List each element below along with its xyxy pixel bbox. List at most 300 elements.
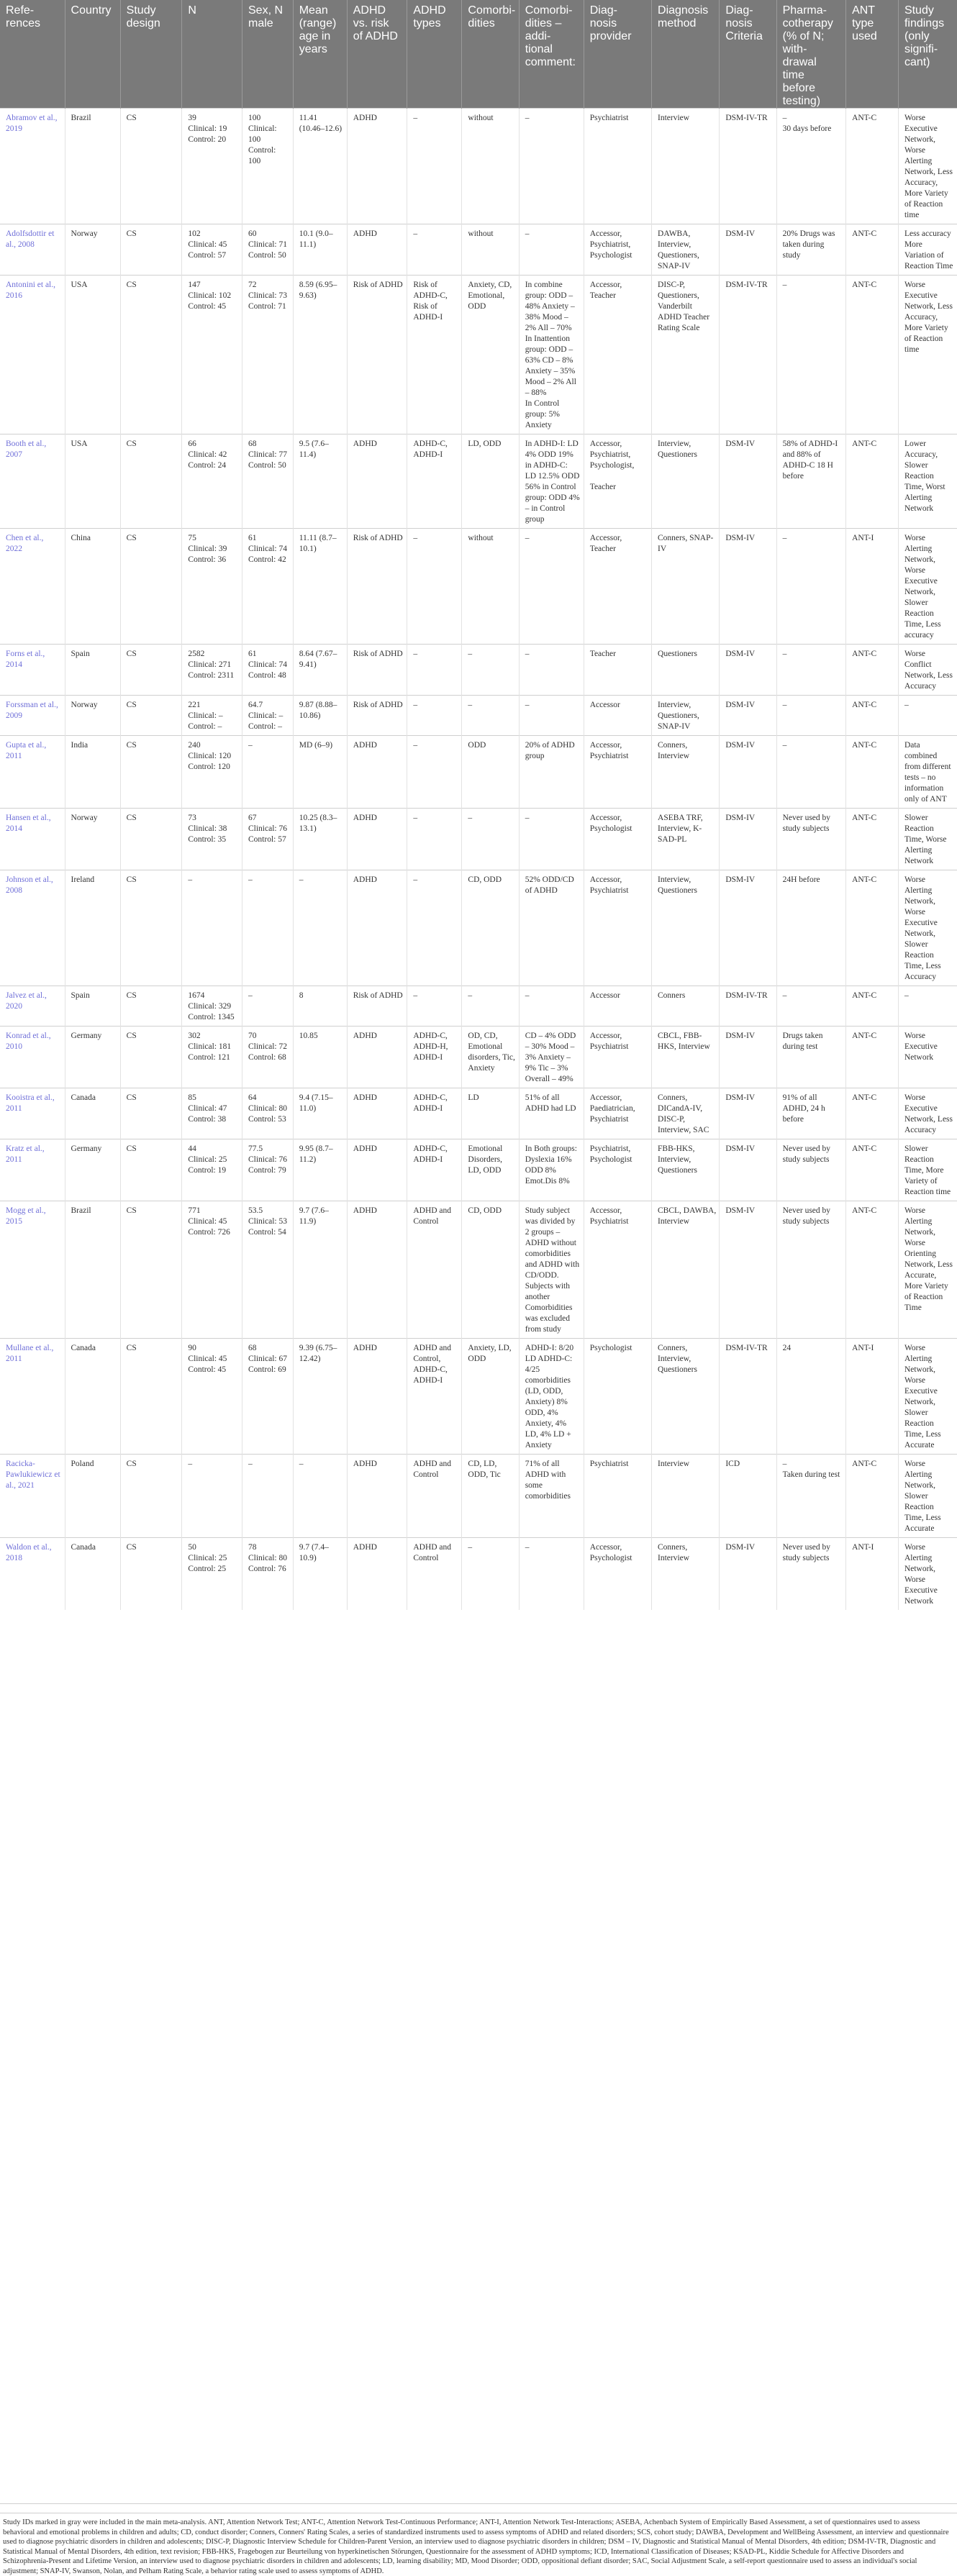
table-cell-adhd-vs-risk: ADHD	[347, 1201, 407, 1339]
table-cell-comorb: –	[462, 645, 519, 696]
table-cell-comorb: OD, CD, Emotional disorders, Tic, Anxiety	[462, 1027, 519, 1088]
table-cell-adhd-vs-risk: Risk of ADHD	[347, 696, 407, 736]
table-cell-method: Conners, Interview, Questioners	[652, 1339, 720, 1455]
table-cell-types: –	[407, 696, 462, 736]
table-cell-ant: ANT-C	[846, 109, 899, 224]
table-cell-ant: ANT-C	[846, 736, 899, 809]
table-cell-n: 50 Clinical: 25 Control: 25	[182, 1538, 242, 1611]
table-cell-findings: Worse Alerting Network, Worse Executive Network	[898, 1538, 957, 1611]
table-cell-ref[interactable]: Gupta et al., 2011	[0, 736, 65, 809]
table-cell-types: ADHD and Control	[407, 1201, 462, 1339]
table-cell-criteria: DSM-IV	[720, 736, 776, 809]
table-cell-ant: ANT-C	[846, 809, 899, 870]
table-cell-comorb: CD, ODD	[462, 1201, 519, 1339]
table-cell-pharma: 58% of ADHD-I and 88% of ADHD-C 18 H before	[776, 434, 845, 529]
table-cell-sex: 61 Clinical: 74 Control: 48	[242, 645, 294, 696]
column-header: Diag- nosis provider	[584, 0, 651, 109]
table-cell-design: CS	[120, 1088, 182, 1139]
table-cell-sex: 68 Clinical: 67 Control: 69	[242, 1339, 294, 1455]
table-cell-pharma: Drugs taken during test	[776, 1027, 845, 1088]
table-cell-ref[interactable]: Mullane et al., 2011	[0, 1339, 65, 1455]
table-cell-findings: Worse Alerting Network, Slower Reaction Time, Less Accurate	[898, 1455, 957, 1538]
table-cell-types: –	[407, 986, 462, 1027]
table-cell-country: Brazil	[65, 1201, 120, 1339]
table-cell-age: 10.85	[293, 1027, 347, 1088]
table-cell-adhd-vs-risk: ADHD	[347, 1088, 407, 1139]
table-row	[0, 645, 957, 696]
table-cell-comorb: Emotional Disorders, LD, ODD	[462, 1139, 519, 1201]
column-header: ANT type used	[846, 0, 899, 109]
table-cell-comment: In ADHD-I: LD 4% ODD 19% in ADHD-C: LD 12.5% ODD 56% in Control group: ODD 4% – in Control group	[519, 434, 584, 529]
table-cell-criteria: DSM-IV	[720, 224, 776, 276]
column-header: Refe- rences	[0, 0, 65, 109]
table-cell-comment: –	[519, 109, 584, 224]
table-cell-sex: 68 Clinical: 77 Control: 50	[242, 434, 294, 529]
table-cell-comment: In Both groups: Dyslexia 16% ODD 8% Emot.Dis 8%	[519, 1139, 584, 1201]
table-cell-provider: Accessor	[584, 986, 651, 1027]
table-cell-comment: –	[519, 224, 584, 276]
column-header: Diag- nosis Criteria	[720, 0, 776, 109]
table-cell-adhd-vs-risk: ADHD	[347, 809, 407, 870]
table-cell-ref[interactable]: Racicka-Pawlukiewicz et al., 2021	[0, 1455, 65, 1538]
table-cell-provider: Psychiatrist	[584, 109, 651, 224]
table-cell-findings: Worse Conflict Network, Less Accuracy	[898, 645, 957, 696]
table-cell-method: ASEBA TRF, Interview, K-SAD-PL	[652, 809, 720, 870]
table-cell-design: CS	[120, 1201, 182, 1339]
table-cell-findings: Worse Alerting Network, Worse Executive Network, Slower Reaction Time, Less Accurate	[898, 1339, 957, 1455]
table-cell-provider: Accessor, Psychiatrist	[584, 1027, 651, 1088]
table-cell-design: CS	[120, 109, 182, 224]
column-header: ADHD vs. risk of ADHD	[347, 0, 407, 109]
table-cell-criteria: DSM-IV	[720, 870, 776, 986]
table-cell-age: 10.25 (8.3–13.1)	[293, 809, 347, 870]
table-cell-country: Spain	[65, 645, 120, 696]
table-cell-age: 9.7 (7.4–10.9)	[293, 1538, 347, 1611]
table-cell-adhd-vs-risk: ADHD	[347, 1339, 407, 1455]
table-cell-sex: 64 Clinical: 80 Control: 53	[242, 1088, 294, 1139]
table-cell-country: Poland	[65, 1455, 120, 1538]
table-cell-country: Norway	[65, 809, 120, 870]
table-cell-criteria: DSM-IV	[720, 645, 776, 696]
table-cell-provider: Psychiatrist, Psychologist	[584, 1139, 651, 1201]
table-cell-sex: –	[242, 986, 294, 1027]
table-cell-ant: ANT-C	[846, 986, 899, 1027]
table-cell-comorb: CD, ODD	[462, 870, 519, 986]
table-cell-design: CS	[120, 276, 182, 434]
table-cell-adhd-vs-risk: Risk of ADHD	[347, 276, 407, 434]
table-cell-pharma: – Taken during test	[776, 1455, 845, 1538]
table-cell-types: ADHD-C, ADHD-I	[407, 434, 462, 529]
table-cell-n: 2582 Clinical: 271 Control: 2311	[182, 645, 242, 696]
table-cell-ant: ANT-C	[846, 696, 899, 736]
table-cell-provider: Accessor, Teacher	[584, 529, 651, 645]
table-cell-ant: ANT-C	[846, 434, 899, 529]
table-cell-age: 9.5 (7.6–11.4)	[293, 434, 347, 529]
table-cell-provider: Psychiatrist	[584, 1455, 651, 1538]
table-row	[0, 224, 957, 276]
table-cell-types: –	[407, 645, 462, 696]
table-cell-design: CS	[120, 434, 182, 529]
table-cell-pharma: Never used by study subjects	[776, 809, 845, 870]
table-cell-design: CS	[120, 696, 182, 736]
table-cell-pharma: 20% Drugs was taken during study	[776, 224, 845, 276]
table-cell-ref[interactable]: Mogg et al., 2015	[0, 1201, 65, 1339]
table-cell-method: DAWBA, Interview, Questioners, SNAP-IV	[652, 224, 720, 276]
table-cell-provider: Accessor, Psychiatrist	[584, 736, 651, 809]
table-cell-n: 221 Clinical: – Control: –	[182, 696, 242, 736]
table-cell-age: 11.41 (10.46–12.6)	[293, 109, 347, 224]
table-cell-findings: Worse Alerting Network, Worse Orienting Network, Less Accurate, More Variety of Reaction Time	[898, 1201, 957, 1339]
table-cell-adhd-vs-risk: ADHD	[347, 434, 407, 529]
table-cell-comorb: –	[462, 1538, 519, 1611]
table-cell-ref[interactable]: Abramov et al., 2019	[0, 109, 65, 224]
table-cell-age: –	[293, 1455, 347, 1538]
table-cell-ant: ANT-I	[846, 1339, 899, 1455]
table-cell-comorb: ODD	[462, 736, 519, 809]
table-cell-sex: 67 Clinical: 76 Control: 57	[242, 809, 294, 870]
table-cell-comorb: Anxiety, CD, Emotional, ODD	[462, 276, 519, 434]
table-body	[0, 109, 957, 1611]
table-cell-ant: ANT-I	[846, 1538, 899, 1611]
table-cell-pharma: –	[776, 529, 845, 645]
table-cell-design: CS	[120, 224, 182, 276]
table-cell-ant: ANT-C	[846, 870, 899, 986]
table-cell-age: 9.39 (6.75–12.42)	[293, 1339, 347, 1455]
table-cell-country: Norway	[65, 696, 120, 736]
table-cell-method: Interview, Questioners, SNAP-IV	[652, 696, 720, 736]
table-cell-provider: Accessor	[584, 696, 651, 736]
table-cell-ant: ANT-C	[846, 1455, 899, 1538]
table-cell-method: Interview, Questioners	[652, 434, 720, 529]
table-cell-method: Questioners	[652, 645, 720, 696]
table-cell-ref[interactable]: Kratz et al., 2011	[0, 1139, 65, 1201]
table-cell-findings: –	[898, 696, 957, 736]
table-row	[0, 529, 957, 645]
table-cell-method: DISC-P, Questioners, Vanderbilt ADHD Teacher Rating Scale	[652, 276, 720, 434]
table-cell-adhd-vs-risk: Risk of ADHD	[347, 529, 407, 645]
column-header: Study design	[120, 0, 182, 109]
table-cell-adhd-vs-risk: Risk of ADHD	[347, 986, 407, 1027]
table-cell-criteria: DSM-IV	[720, 1027, 776, 1088]
table-cell-country: China	[65, 529, 120, 645]
table-cell-method: Conners, DICandA-IV, DISC-P, Interview, SAC	[652, 1088, 720, 1139]
table-cell-method: Conners	[652, 986, 720, 1027]
table-cell-age: MD (6–9)	[293, 736, 347, 809]
table-cell-adhd-vs-risk: ADHD	[347, 1455, 407, 1538]
table-cell-age: 10.1 (9.0–11.1)	[293, 224, 347, 276]
table-cell-criteria: DSM-IV	[720, 1139, 776, 1201]
table-cell-ref[interactable]: Forssman et al., 2009	[0, 696, 65, 736]
table-cell-provider: Accessor, Psychologist	[584, 809, 651, 870]
table-cell-findings: Worse Executive Network, Less Accuracy, More Variety of Reaction time	[898, 276, 957, 434]
table-cell-types: ADHD-C, ADHD-H, ADHD-I	[407, 1027, 462, 1088]
table-cell-criteria: DSM-IV	[720, 1538, 776, 1611]
table-cell-method: Interview	[652, 1455, 720, 1538]
table-header-row	[0, 0, 957, 109]
table-cell-comment: –	[519, 645, 584, 696]
table-cell-pharma: –	[776, 736, 845, 809]
footnote-divider	[0, 2504, 957, 2513]
table-cell-comment: 52% ODD/CD of ADHD	[519, 870, 584, 986]
column-header: Comorbi- dities	[462, 0, 519, 109]
table-cell-types: ADHD-C, ADHD-I	[407, 1088, 462, 1139]
table-footnote-section	[0, 2503, 957, 2576]
table-cell-pharma: –	[776, 645, 845, 696]
table-cell-ref[interactable]: Waldon et al., 2018	[0, 1538, 65, 1611]
table-cell-pharma: 24H before	[776, 870, 845, 986]
table-cell-design: CS	[120, 870, 182, 986]
table-cell-country: Spain	[65, 986, 120, 1027]
table-cell-design: CS	[120, 529, 182, 645]
table-cell-provider: Accessor, Psychiatrist	[584, 1201, 651, 1339]
table-cell-criteria: DSM-IV-TR	[720, 276, 776, 434]
table-cell-adhd-vs-risk: Risk of ADHD	[347, 645, 407, 696]
table-row	[0, 736, 957, 809]
table-cell-ref[interactable]: Hansen et al., 2014	[0, 809, 65, 870]
table-cell-country: Norway	[65, 224, 120, 276]
table-cell-age: 8.59 (6.95–9.63)	[293, 276, 347, 434]
table-cell-adhd-vs-risk: ADHD	[347, 870, 407, 986]
table-cell-findings: Worse Executive Network	[898, 1027, 957, 1088]
table-cell-age: 8	[293, 986, 347, 1027]
table-cell-criteria: DSM-IV-TR	[720, 1339, 776, 1455]
table-cell-method: CBCL, FBB-HKS, Interview	[652, 1027, 720, 1088]
table-row	[0, 1455, 957, 1538]
table-cell-sex: 77.5 Clinical: 76 Control: 79	[242, 1139, 294, 1201]
table-cell-age: 9.7 (7.6–11.9)	[293, 1201, 347, 1339]
table-cell-method: FBB-HKS, Interview, Questioners	[652, 1139, 720, 1201]
table-row	[0, 986, 957, 1027]
column-header: Diagnosis method	[652, 0, 720, 109]
table-cell-pharma: Never used by study subjects	[776, 1538, 845, 1611]
table-cell-country: India	[65, 736, 120, 809]
table-row	[0, 809, 957, 870]
column-header: Comorbi- dities – addi- tional comment:	[519, 0, 584, 109]
table-cell-method: CBCL, DAWBA, Interview	[652, 1201, 720, 1339]
table-cell-comorb: LD, ODD	[462, 434, 519, 529]
table-row	[0, 434, 957, 529]
table-row	[0, 1027, 957, 1088]
table-cell-n: 302 Clinical: 181 Control: 121	[182, 1027, 242, 1088]
table-row	[0, 1339, 957, 1455]
table-cell-comment: 71% of all ADHD with some comorbidities	[519, 1455, 584, 1538]
table-cell-findings: –	[898, 986, 957, 1027]
table-cell-ref[interactable]: Booth et al., 2007	[0, 434, 65, 529]
table-cell-findings: Data combined from different tests – no information only of ANT	[898, 736, 957, 809]
table-cell-age: –	[293, 870, 347, 986]
table-cell-adhd-vs-risk: ADHD	[347, 1027, 407, 1088]
table-cell-age: 8.64 (7.67–9.41)	[293, 645, 347, 696]
table-row	[0, 276, 957, 434]
table-cell-comment: –	[519, 986, 584, 1027]
table-cell-criteria: DSM-IV	[720, 1201, 776, 1339]
table-cell-ref[interactable]: Kooistra et al., 2011	[0, 1088, 65, 1139]
table-cell-n: 39 Clinical: 19 Control: 20	[182, 109, 242, 224]
table-cell-method: Conners, SNAP-IV	[652, 529, 720, 645]
table-cell-design: CS	[120, 986, 182, 1027]
table-cell-ref[interactable]: Konrad et al., 2010	[0, 1027, 65, 1088]
table-cell-n: 102 Clinical: 45 Control: 57	[182, 224, 242, 276]
table-cell-sex: –	[242, 736, 294, 809]
table-cell-design: CS	[120, 1339, 182, 1455]
table-cell-comment: –	[519, 696, 584, 736]
table-cell-sex: 64.7 Clinical: – Control: –	[242, 696, 294, 736]
table-cell-method: Interview	[652, 109, 720, 224]
column-header: Pharma- cotherapy (% of N; with- drawal time before testing)	[776, 0, 845, 109]
table-footnote: Study IDs marked in gray were included in the main meta-analysis. ANT, Attention Network Test; ANT-C, Attention Network Test-Continuous Performance; ANT-I, Attention Network Test-Interactions; ASEBA, Achenbach System of Empirically Based Assessment, a set of questionnaires used to assess behavioral and emotional problems in children and adults; CD, conduct disorder; Conners, Conners' Rating Scales, a series of standardized instruments used to assess symptoms of ADHD and related disorders; SCS, cohort study; DAWBA, Development and WellBeing Assessment, an interview and questionnaire used to diagnose psychiatric disorders in children and adolescents; DISC-P, Diagnostic Interview Schedule for Children-Parent Version, an interview used to diagnose psychiatric disorders in children; DSM – IV, Diagnostic and Statistical Manual of Mental Disorders, 4th edition; DSM-IV-TR, Diagnostic and Statistical Manual of Mental Disorders, 4th edition, text revision; FBB-HKS, Fragebogen zur Beurteilung von hyperkinetischen Störungen, Questionnaire for the assessment of ADHD symptoms; ICD, International Classification of Diseases; KSAD-PL, Kiddie Schedule for Affective Disorders and Schizophrenia-Present and Lifetime Version, an interview used to diagnose psychiatric disorders in children and adolescents; LD, learning disability; MD, Mood Disorder; ODD, oppositional defiant disorder; SAC, Social Adjustment Scale, a self-report questionnaire used to assess an individual's social adjustment; SNAP-IV, Swanson, Nolan, and Pelham Rating Scale, a behavior rating scale used to assess symptoms of ADHD.	[3, 2518, 949, 2575]
table-cell-ant: ANT-C	[846, 1201, 899, 1339]
table-cell-sex: –	[242, 1455, 294, 1538]
table-cell-ant: ANT-C	[846, 1088, 899, 1139]
table-cell-comment: ADHD-I: 8/20 LD ADHD-C: 4/25 comorbidities (LD, ODD, Anxiety) 8% ODD, 4% Anxiety, 4% LD, 4% LD + Anxiety	[519, 1339, 584, 1455]
table-cell-ref[interactable]: Jalvez et al., 2020	[0, 986, 65, 1027]
table-cell-n: 75 Clinical: 39 Control: 36	[182, 529, 242, 645]
table-cell-sex: 100 Clinical: 100 Control: 100	[242, 109, 294, 224]
table-cell-ant: ANT-C	[846, 1139, 899, 1201]
table-cell-age: 9.87 (8.88–10.86)	[293, 696, 347, 736]
table-cell-adhd-vs-risk: ADHD	[347, 224, 407, 276]
table-cell-age: 9.4 (7.15–11.0)	[293, 1088, 347, 1139]
table-cell-findings: Less accuracy More Variation of Reaction Time	[898, 224, 957, 276]
column-header: ADHD types	[407, 0, 462, 109]
table-cell-sex: 70 Clinical: 72 Control: 68	[242, 1027, 294, 1088]
table-cell-findings: Slower Reaction Time, Worse Alerting Network	[898, 809, 957, 870]
table-cell-ant: ANT-I	[846, 529, 899, 645]
table-cell-country: Canada	[65, 1538, 120, 1611]
table-cell-country: Germany	[65, 1139, 120, 1201]
table-cell-n: 44 Clinical: 25 Control: 19	[182, 1139, 242, 1201]
table-cell-ref[interactable]: Antonini et al., 2016	[0, 276, 65, 434]
table-cell-pharma: –	[776, 986, 845, 1027]
table-row	[0, 870, 957, 986]
table-cell-criteria: DSM-IV	[720, 809, 776, 870]
table-cell-n: 240 Clinical: 120 Control: 120	[182, 736, 242, 809]
table-cell-comorb: without	[462, 109, 519, 224]
table-cell-findings: Lower Accuracy, Slower Reaction Time, Worst Alerting Network	[898, 434, 957, 529]
table-cell-provider: Accessor, Psychiatrist, Psychologist, Teacher	[584, 434, 651, 529]
table-cell-comment: –	[519, 529, 584, 645]
table-cell-provider: Teacher	[584, 645, 651, 696]
table-cell-sex: 61 Clinical: 74 Control: 42	[242, 529, 294, 645]
table-cell-n: 66 Clinical: 42 Control: 24	[182, 434, 242, 529]
table-cell-types: ADHD and Control, ADHD-C, ADHD-I	[407, 1339, 462, 1455]
table-cell-n: 771 Clinical: 45 Control: 726	[182, 1201, 242, 1339]
table-cell-ant: ANT-C	[846, 645, 899, 696]
table-cell-design: CS	[120, 1139, 182, 1201]
table-row	[0, 1201, 957, 1339]
table-cell-criteria: DSM-IV	[720, 434, 776, 529]
table-cell-criteria: ICD	[720, 1455, 776, 1538]
table-cell-findings: Worse Executive Network, Less Accuracy	[898, 1088, 957, 1139]
table-cell-ant: ANT-C	[846, 276, 899, 434]
table-cell-pharma: 91% of all ADHD, 24 h before	[776, 1088, 845, 1139]
table-cell-comorb: Anxiety, LD, ODD	[462, 1339, 519, 1455]
table-cell-findings: Worse Alerting Network, Worse Executive Network, Slower Reaction Time, Less Accuracy	[898, 870, 957, 986]
table-cell-comorb: without	[462, 224, 519, 276]
table-cell-criteria: DSM-IV	[720, 1088, 776, 1139]
table-cell-n: 147 Clinical: 102 Control: 45	[182, 276, 242, 434]
table-cell-criteria: DSM-IV	[720, 696, 776, 736]
table-cell-types: –	[407, 809, 462, 870]
table-cell-sex: 72 Clinical: 73 Control: 71	[242, 276, 294, 434]
table-cell-design: CS	[120, 809, 182, 870]
table-cell-types: ADHD and Control	[407, 1538, 462, 1611]
table-cell-age: 11.11 (8.7–10.1)	[293, 529, 347, 645]
table-cell-comment: 51% of all ADHD had LD	[519, 1088, 584, 1139]
column-header: Sex, N male	[242, 0, 294, 109]
table-cell-n: 73 Clinical: 38 Control: 35	[182, 809, 242, 870]
table-cell-comment: Study subject was divided by 2 groups – ADHD without comorbidities and ADHD with CD/ODD. Subjects with another Comorbidities was excluded from study	[519, 1201, 584, 1339]
table-cell-types: –	[407, 870, 462, 986]
table-cell-sex: 53.5 Clinical: 53 Control: 54	[242, 1201, 294, 1339]
table-cell-country: Canada	[65, 1339, 120, 1455]
table-cell-ant: ANT-C	[846, 1027, 899, 1088]
table-cell-provider: Accessor, Paediatrician, Psychiatrist	[584, 1088, 651, 1139]
table-row	[0, 1088, 957, 1139]
table-cell-criteria: DSM-IV-TR	[720, 986, 776, 1027]
table-cell-ref[interactable]: Johnson et al., 2008	[0, 870, 65, 986]
column-header: Study findings (only signifi- cant)	[898, 0, 957, 109]
table-cell-country: USA	[65, 434, 120, 529]
table-cell-pharma: 24	[776, 1339, 845, 1455]
table-cell-design: CS	[120, 1455, 182, 1538]
table-cell-ref[interactable]: Chen et al., 2022	[0, 529, 65, 645]
table-cell-types: ADHD-C, ADHD-I	[407, 1139, 462, 1201]
table-cell-types: –	[407, 529, 462, 645]
table-cell-provider: Psychologist	[584, 1339, 651, 1455]
table-cell-comorb: LD	[462, 1088, 519, 1139]
table-cell-country: Germany	[65, 1027, 120, 1088]
column-header: Mean (range) age in years	[293, 0, 347, 109]
table-row	[0, 1538, 957, 1611]
table-cell-n: –	[182, 870, 242, 986]
table-cell-types: –	[407, 224, 462, 276]
table-cell-adhd-vs-risk: ADHD	[347, 1139, 407, 1201]
table-cell-adhd-vs-risk: ADHD	[347, 1538, 407, 1611]
table-cell-provider: Accessor, Teacher	[584, 276, 651, 434]
table-cell-ref[interactable]: Forns et al., 2014	[0, 645, 65, 696]
table-cell-n: –	[182, 1455, 242, 1538]
table-cell-criteria: DSM-IV-TR	[720, 109, 776, 224]
table-cell-types: –	[407, 109, 462, 224]
table-cell-design: CS	[120, 1027, 182, 1088]
table-cell-method: Conners, Interview	[652, 736, 720, 809]
table-cell-method: Interview, Questioners	[652, 870, 720, 986]
column-header: Country	[65, 0, 120, 109]
table-cell-adhd-vs-risk: ADHD	[347, 109, 407, 224]
table-cell-types: –	[407, 736, 462, 809]
table-cell-provider: Accessor, Psychologist	[584, 1538, 651, 1611]
table-row	[0, 109, 957, 224]
table-cell-comorb: –	[462, 696, 519, 736]
table-cell-types: ADHD and Control	[407, 1455, 462, 1538]
table-cell-design: CS	[120, 645, 182, 696]
column-header: N	[182, 0, 242, 109]
table-cell-types: Risk of ADHD-C, Risk of ADHD-I	[407, 276, 462, 434]
table-cell-method: Conners, Interview	[652, 1538, 720, 1611]
table-cell-pharma: Never used by study subjects	[776, 1201, 845, 1339]
table-cell-n: 90 Clinical: 45 Control: 45	[182, 1339, 242, 1455]
table-cell-pharma: –	[776, 276, 845, 434]
table-cell-comorb: –	[462, 809, 519, 870]
table-cell-comment: In combine group: ODD – 48% Anxiety – 38% Mood – 2% All – 70% In Inattention group: ODD – 63% CD – 8% Anxiety – 35% Mood – 2% All – 88% In Control group: 5% Anxiety	[519, 276, 584, 434]
table-cell-sex: 60 Clinical: 71 Control: 50	[242, 224, 294, 276]
table-cell-design: CS	[120, 1538, 182, 1611]
table-cell-comment: –	[519, 809, 584, 870]
table-cell-country: USA	[65, 276, 120, 434]
table-cell-ref[interactable]: Adolfsdottir et al., 2008	[0, 224, 65, 276]
table-cell-pharma: – 30 days before	[776, 109, 845, 224]
